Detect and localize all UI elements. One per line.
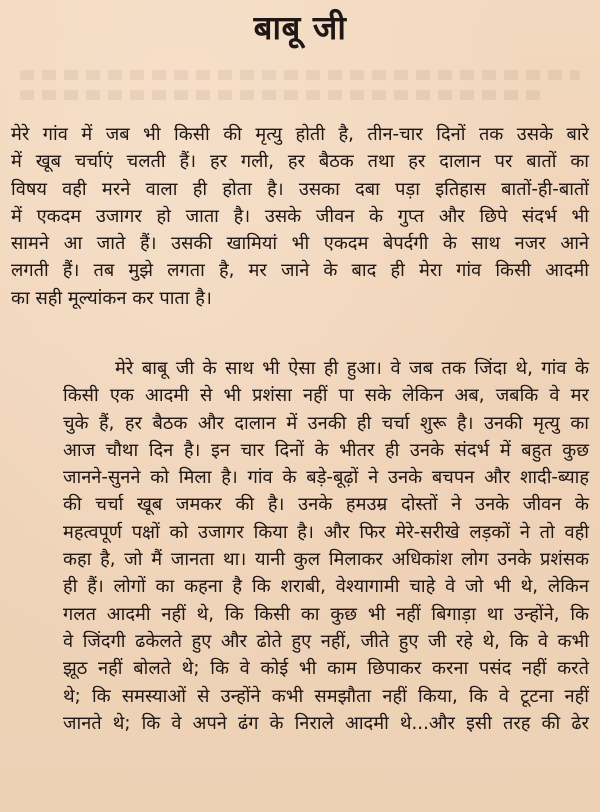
text-line: जानते थे; कि वे अपने ढंग के निराले आदमी थे...और इसी तरह की ढेर <box>63 712 589 734</box>
text-line: की चर्चा खूब जमकर की है। उनके हमउम्र दोस्तों ने उनके जीवन के <box>63 494 589 516</box>
text-line: महत्वपूर्ण पक्षों को उजागर किया है। और फिर मेरे-सरीखे लड़कों ने तो वही <box>63 521 589 543</box>
text-line: में खूब चर्चाएं चलती हैं। हर गली, हर बैठक तथा हर दालान पर बातों का <box>11 151 589 173</box>
text-line: का सही मूल्यांकन कर पाता है। <box>11 287 212 309</box>
page-title: बाबू जी <box>253 8 347 47</box>
text-line: चुके हैं, हर बैठक और दालान में उनकी ही चर्चा शुरू है। उनकी मृत्यु का <box>63 412 589 434</box>
paragraph-1 <box>11 121 589 312</box>
text-line: ही हैं। लोगों का कहना है कि शराबी, वेश्यागामी चाहे वे जो भी थे, लेकिन <box>63 576 589 598</box>
text-line: किसी एक आदमी से भी प्रशंसा नहीं पा सके लेकिन अब, जबकि वे मर <box>63 385 589 407</box>
text-line: मेरे गांव में जब भी किसी की मृत्यु होती है, तीन-चार दिनों तक उसके बारे <box>11 124 589 145</box>
text-line: सामने आ जाते हैं। उसकी खामियां भी एकदम बेपर्दगी के साथ नजर आने <box>11 233 589 255</box>
text-line: मेरे बाबू जी के साथ भी ऐसा ही हुआ। वे जब तक जिंदा थे, गांव के <box>115 358 589 379</box>
text-line: थे; कि समस्याओं से उन्होंने कभी समझौता नहीं किया, कि वे टूटना नहीं <box>63 685 589 707</box>
bleed-through-text <box>20 90 540 100</box>
text-line: लगती हैं। तब मुझे लगता है, मर जाने के बाद ही मेरा गांव किसी आदमी <box>11 260 589 282</box>
text-line: आज चौथा दिन है। इन चार दिनों के भीतर ही उनके संदर्भ में बहुत कुछ <box>63 439 589 461</box>
text-line: विषय वही मरने वाला ही होता है। उसका दबा पड़ा इतिहास बातों-ही-बातों <box>11 178 589 200</box>
text-line: जानने-सुनने को मिला है। गांव के बड़े-बूढ़ों ने उनके बचपन और शादी-ब्याह <box>63 467 589 489</box>
paragraph-2 <box>11 355 589 737</box>
text-line: में एकदम उजागर हो जाता है। उसके जीवन के गुप्त और छिपे संदर्भ भी <box>11 205 589 227</box>
text-line: कहा है, जो मैं जानता था। यानी कुल मिलाकर अधिकांश लोग उनके प्रशंसक <box>63 549 589 571</box>
text-line: गलत आदमी नहीं थे, कि किसी का कुछ भी नहीं बिगाड़ा था उन्होंने, कि <box>63 603 589 625</box>
text-line: वे जिंदगी ढकेलते हुए और ढोते हुए नहीं, जीते हुए जी रहे थे, कि वे कभी <box>63 630 589 652</box>
bleed-through-text <box>20 70 580 80</box>
text-line: झूठ नहीं बोलते थे; कि वे कोई भी काम छिपाकर करना पसंद नहीं करते <box>63 658 589 680</box>
